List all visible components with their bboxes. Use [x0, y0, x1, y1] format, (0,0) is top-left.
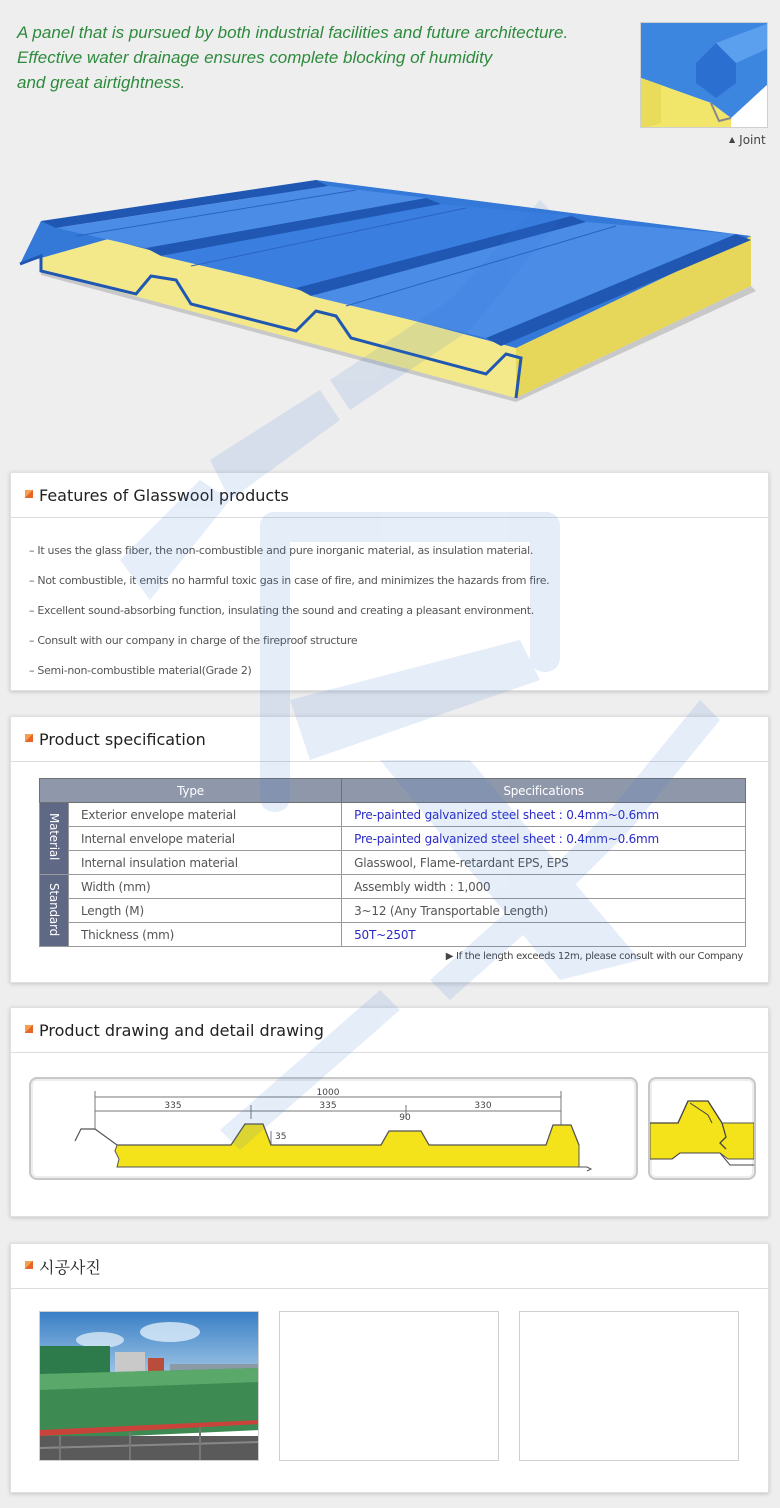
- type-cell: Exterior envelope material: [69, 803, 342, 827]
- intro-line: and great airtightness.: [17, 73, 186, 92]
- triangle-icon: ▲: [729, 135, 736, 144]
- dim-c: 330: [474, 1101, 492, 1111]
- dim-height: 35: [275, 1132, 287, 1142]
- table-header-row: [40, 779, 746, 803]
- drawing-section: [10, 1007, 769, 1217]
- spec-cell: Pre-painted galvanized steel sheet : 0.4mm~0.6mm: [342, 803, 746, 827]
- group-material: [40, 803, 69, 875]
- list-item: – Semi-non-combustible material(Grade 2): [29, 664, 252, 677]
- spec-cell: Glasswool, Flame-retardant EPS, EPS: [342, 851, 746, 875]
- list-item: – Not combustible, it emits no harmful toxic gas in case of fire, and minimizes the hazards from fire.: [29, 574, 550, 587]
- list-item: – Consult with our company in charge of the fireproof structure: [29, 634, 358, 647]
- construction-photo[interactable]: [39, 1311, 259, 1461]
- joint-caption-text: Joint: [739, 133, 766, 147]
- spec-header: [11, 717, 768, 762]
- type-cell: Width (mm): [69, 875, 342, 899]
- table-row: [40, 923, 746, 947]
- type-cell: Thickness (mm): [69, 923, 342, 947]
- group-label: Material: [47, 813, 61, 861]
- table-row: [40, 851, 746, 875]
- features-section: [10, 472, 769, 691]
- construction-photo-placeholder[interactable]: [519, 1311, 739, 1461]
- section-title: Product specification: [39, 729, 206, 749]
- list-item: – It uses the glass fiber, the non-combustible and pure inorganic material, as insulation material.: [29, 544, 534, 557]
- table-row: [40, 875, 746, 899]
- section-title: 시공사진: [39, 1257, 101, 1277]
- bullet-icon: [25, 1025, 33, 1033]
- group-standard: [40, 875, 69, 947]
- intro-text: [17, 20, 617, 95]
- dim-total: 1000: [316, 1088, 340, 1098]
- intro-line: Effective water drainage ensures complete blocking of humidity: [17, 48, 493, 67]
- note-text: If the length exceeds 12m, please consult with our Company: [455, 951, 743, 962]
- type-cell: Internal insulation material: [69, 851, 342, 875]
- bullet-icon: [25, 1261, 33, 1269]
- list-item: – Excellent sound-absorbing function, insulating the sound and creating a pleasant environment.: [29, 604, 534, 617]
- table-row: [40, 803, 746, 827]
- section-title: Features of Glasswool products: [39, 485, 289, 505]
- intro-line: A panel that is pursued by both industrial facilities and future architecture.: [17, 23, 569, 42]
- type-cell: Internal envelope material: [69, 827, 342, 851]
- section-title: Product drawing and detail drawing: [39, 1020, 324, 1040]
- construction-photo-placeholder[interactable]: [279, 1311, 499, 1461]
- joint-detail-drawing: [648, 1077, 756, 1180]
- table-row: [40, 827, 746, 851]
- features-header: [11, 473, 768, 518]
- photos-section: [10, 1243, 769, 1493]
- spec-section: [10, 716, 769, 983]
- group-label: Standard: [47, 882, 61, 936]
- type-cell: Length (M): [69, 899, 342, 923]
- bullet-icon: [25, 490, 33, 498]
- spec-cell: Pre-painted galvanized steel sheet : 0.4mm~0.6mm: [342, 827, 746, 851]
- column-header-spec: Specifications: [342, 779, 746, 803]
- photos-header: [11, 1244, 768, 1289]
- spec-cell: 3~12 (Any Transportable Length): [342, 899, 746, 923]
- length-note: [446, 951, 743, 962]
- dim-rib-top: 90: [399, 1113, 411, 1123]
- features-list: [11, 518, 768, 686]
- bullet-icon: [25, 734, 33, 742]
- joint-image: [640, 22, 768, 128]
- dim-b: 335: [319, 1101, 337, 1111]
- play-icon: ▶: [445, 951, 456, 962]
- profile-drawing: [29, 1077, 638, 1180]
- drawing-header: [11, 1008, 768, 1053]
- spec-cell: 50T~250T: [342, 923, 746, 947]
- panel-illustration: [16, 176, 768, 406]
- table-row: [40, 899, 746, 923]
- joint-caption: [729, 133, 766, 147]
- dim-a: 335: [164, 1101, 182, 1111]
- spec-table: [39, 778, 746, 947]
- column-header-type: Type: [40, 779, 342, 803]
- spec-cell: Assembly width : 1,000: [342, 875, 746, 899]
